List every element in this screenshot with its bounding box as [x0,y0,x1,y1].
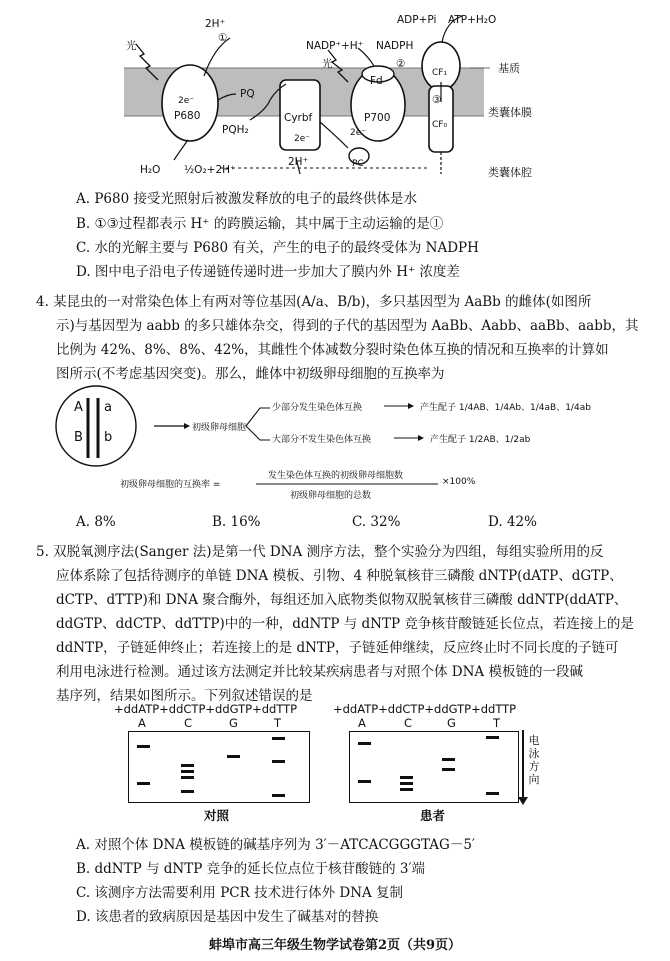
q3-option-d: D. 图中电子沿电子传递链传递时进一步加大了膜内外 H⁺ 浓度差 [76,264,460,280]
formula-left: 初级卵母细胞的互换率 = [120,480,221,490]
cytbf-label: Cyrbf [284,112,313,124]
nadph-label: NADPH [376,40,414,52]
h2-right-label: 2H⁺ [288,156,309,168]
gel-band [181,776,194,779]
branch-bottom-label: 大部分不发生染色体互换 [272,435,372,445]
atp-label: ATP+H₂O [448,14,497,26]
gel-band [137,745,150,748]
gel-band [400,776,413,779]
q5-line-1: 5. 双脱氧测序法(Sanger 法)是第一代 DNA 测序方法，整个实验分为四组，每组实验所用的反 [36,544,604,560]
gel-band [486,792,499,795]
q3-option-c: C. 水的光解主要与 P680 有关，产生的电子的最终受体为 NADPH [76,240,479,256]
light2-label: 光 [322,58,333,70]
q3-option-a: A. P680 接受光照射后被激发释放的电子的最终供体是水 [76,191,417,207]
gel-band [181,790,194,793]
q5-line-7: 基序列，结果如图所示。下列叙述错误的是 [56,688,313,704]
gel-patient-caption: 患者 [420,808,446,823]
direction-arrow-head [518,797,528,805]
gel-control [128,731,310,803]
direction-label: 电泳方向 [528,734,540,786]
formula-numerator: 发生染色体互换的初级卵母细胞数 [268,471,404,481]
q5-line-2: 应体系除了包括待测序的单链 DNA 模板、引物、4 种脱氧核苷三磷酸 dNTP(dATP、dGTP、 [56,568,623,584]
gel-header-right: +ddATP+ddCTP+ddGTP+ddTTP [333,702,517,716]
gel-header-left: +ddATP+ddCTP+ddGTP+ddTTP [114,702,298,716]
q4-option-d: D. 42% [488,514,537,530]
pq-label: PQ [240,88,255,100]
gel-band [358,780,371,783]
q4-option-b: B. 16% [212,514,261,530]
fd-label: Fd [370,75,383,87]
cell-circle [56,386,136,466]
gene-B: B [74,430,83,445]
q3-option-b: B. ①③过程都表示 H⁺ 的跨膜运输，其中属于主动运输的是① [76,216,444,232]
e2-mid-label: 2e⁻ [294,134,311,144]
q5-line-4: ddGTP、ddCTP、ddTTP)中的一种，ddNTP 与 dNTP 竞争核苷酸链延长位点，若连接上的是 [56,616,634,632]
circle1-label: ① [218,32,228,44]
photosynthesis-diagram-svg [110,8,560,178]
gel-band [400,782,413,785]
direction-arrow [522,730,524,800]
gene-a: a [104,400,112,415]
q4-line-1: 4. 某昆虫的一对常染色体上有两对等位基因(A/a、B/b)，多只基因型为 AaBb 的雌体(如图所 [36,294,592,310]
lane-t-patient: T [493,716,501,730]
lane-a-patient: A [358,716,366,730]
q5-option-b: B. ddNTP 与 dNTP 竞争的延长位点位于核苷酸链的 3′端 [76,861,426,877]
result-top-label: 产生配子 1/4AB、1/4Ab、1/4aB、1/4ab [420,403,591,413]
q5-line-5: ddNTP，子链延伸终止；若连接上的是 dNTP，子链延伸继续，反应终止时不同长度的子链可 [56,640,619,656]
circle2-label: ② [396,58,406,70]
q5-option-d: D. 该患者的致病原因是基因中发生了碱基对的替换 [76,909,379,925]
q5-option-c: C. 该测序方法需要利用 PCR 技术进行体外 DNA 复制 [76,885,404,901]
q5-line-6: 利用电泳进行检测。通过该方法测定并比较某疾病患者与对照个体 DNA 模板链的一段碱 [56,664,583,680]
lane-g-patient: G [447,716,456,730]
pc-label: PC [352,159,364,169]
branch-top-label: 少部分发生染色体互换 [272,403,363,413]
q4-line-4: 图所示(不考虑基因突变)。那么，雌体中初级卵母细胞的互换率为 [56,366,445,382]
h2-top-label: 2H⁺ [205,18,226,30]
gel-band [486,736,499,739]
result-bottom-label: 产生配子 1/2AB、1/2ab [430,435,531,445]
q4-option-a: A. 8% [76,514,116,530]
water-label: H₂O [140,164,161,176]
e2-left-label: 2e⁻ [178,96,195,106]
pqh2-label: PQH₂ [222,124,249,136]
gel-band [400,788,413,791]
gel-patient [349,731,519,803]
light-label: 光 [126,40,137,52]
water-split-label: ½O₂+2H⁺ [184,164,236,176]
gel-band [272,794,285,797]
gel-band [442,768,455,771]
q4-options [76,514,636,534]
gel-band [358,742,371,745]
p700-label: P700 [364,112,391,124]
photosynthesis-diagram [110,8,560,178]
lane-a-control: A [138,716,146,730]
gene-b: b [104,430,113,445]
cf0-label: CF₀ [432,120,448,130]
formula-denominator: 初级卵母细胞的总数 [290,491,372,501]
gel-band [181,764,194,767]
gel-band [272,760,285,763]
gene-A: A [74,400,83,415]
q4-line-3: 比例为 42%、8%、8%、42%，其雌性个体减数分裂时染色体互换的情况和互换率的计算如 [56,342,609,358]
e2-p700-label: 2e⁻ [350,128,367,138]
q4-option-c: C. 32% [352,514,401,530]
lane-c-control: C [184,716,193,730]
gel-band [272,737,285,740]
lane-c-patient: C [404,716,413,730]
lane-g-control: G [229,716,238,730]
crossover-diagram [50,378,630,504]
formula-times: ×100% [442,477,476,487]
gel-band [137,782,150,785]
q4-line-2: 示)与基因型为 aabb 的多只雄体杂交，得到的子代的基因型为 AaBb、Aabb、aaBb、aabb，其 [56,318,639,334]
stroma-label: 基质 [498,62,520,75]
p680-label: P680 [174,110,201,122]
gel-band [227,755,240,758]
gel-band [442,758,455,761]
page-footer: 蚌埠市高三年级生物学试卷第2页（共9页） [208,938,462,953]
membrane-label: 类囊体膜 [488,106,532,119]
circle3-label: ③ [432,94,442,106]
lumen-label: 类囊体腔 [488,166,532,179]
lane-t-control: T [274,716,282,730]
gel-band [181,770,194,773]
adp-label: ADP+Pi [397,14,437,26]
q5-option-a: A. 对照个体 DNA 模板链的碱基序列为 3′－ATCACGGGTAG－5′ [76,837,475,853]
gel-control-caption: 对照 [204,808,230,823]
nadp-label: NADP⁺+H⁺ [306,40,364,52]
cell-label: 初级卵母细胞 [192,423,247,433]
cf1-label: CF₁ [432,68,448,78]
q5-line-3: dCTP、dTTP)和 DNA 聚合酶外，每组还加入底物类似物双脱氧核苷三磷酸 ddNTP(ddATP、 [56,592,628,608]
